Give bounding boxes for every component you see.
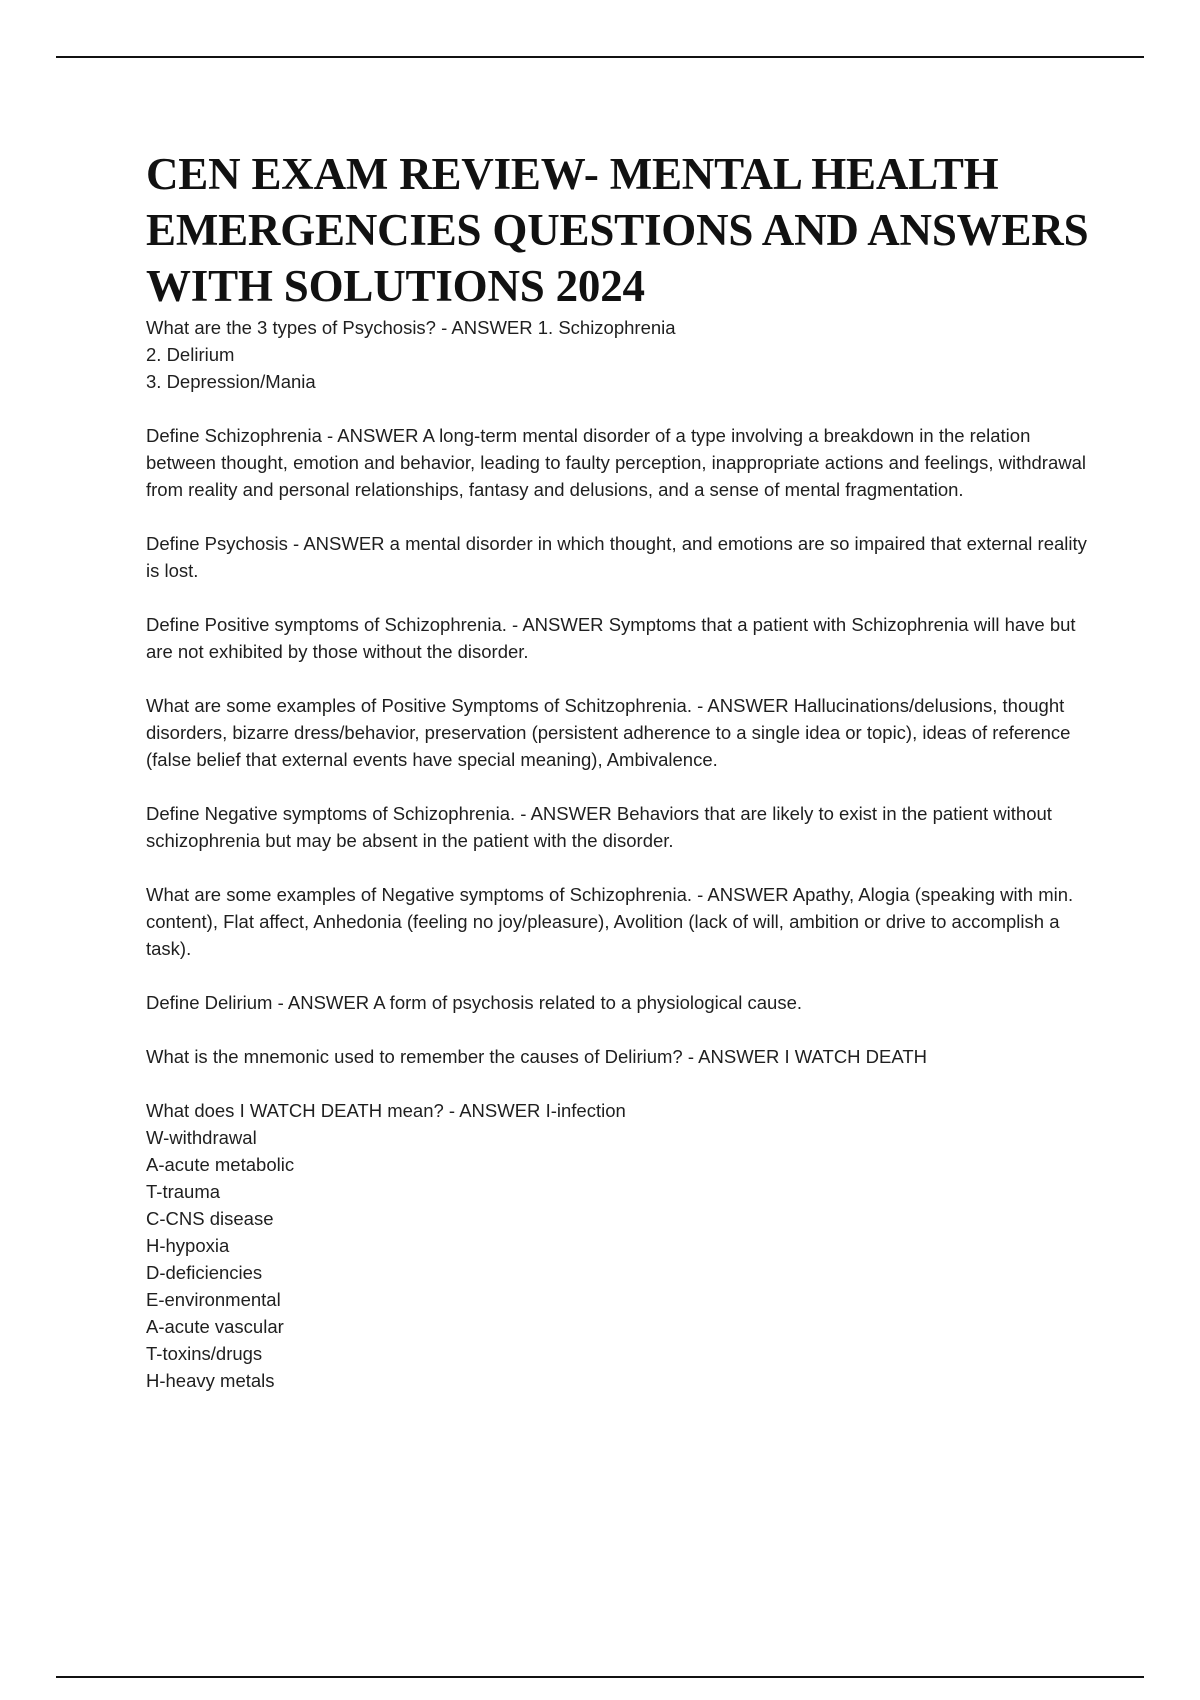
qa-answer-line: H-heavy metals: [146, 1370, 275, 1391]
qa-answer: A long-term mental disorder of a type involving a breakdown in the relation between thought, emotion and behavior, leading to faulty perception, inappropriate actions and feelings, withdrawal from reality and personal relationships, fantasy and delusions, and a sense of mental fragmentation.: [146, 425, 1087, 500]
qa-entry: [146, 800, 1096, 854]
qa-question: What does I WATCH DEATH mean?: [146, 1100, 444, 1121]
qa-answer-line: A-acute vascular: [146, 1316, 284, 1337]
qa-question-line: [146, 530, 1096, 584]
qa-question-line: [146, 611, 1096, 665]
qa-entry: [146, 989, 1096, 1016]
qa-answer-line: A-acute metabolic: [146, 1154, 295, 1175]
qa-answer: Hallucinations/delusions, thought disorders, bizarre dress/behavior, preservation (persistent adherence to a single idea or topic), ideas of reference (false belief that external events have special meaning), Ambivalence.: [146, 695, 1071, 770]
qa-answer-separator: - ANSWER: [515, 803, 617, 824]
qa-question-line: [146, 314, 1096, 341]
qa-question: Define Positive symptoms of Schizophrenia.: [146, 614, 507, 635]
qa-answer-line: T-trauma: [146, 1181, 221, 1202]
qa-answer-line: 3. Depression/Mania: [146, 371, 316, 392]
qa-answer-line: T-toxins/drugs: [146, 1343, 263, 1364]
document-title: CEN EXAM REVIEW- MENTAL HEALTH EMERGENCIES QUESTIONS AND ANSWERS WITH SOLUTIONS 2024: [146, 149, 1089, 311]
qa-answer-line: E-environmental: [146, 1289, 281, 1310]
qa-answer-separator: - ANSWER: [682, 1046, 785, 1067]
qa-answer-separator: - ANSWER: [287, 533, 390, 554]
qa-question-line: [146, 422, 1096, 503]
qa-entry: [146, 1043, 1096, 1070]
qa-answer-line: H-hypoxia: [146, 1235, 230, 1256]
qa-question: What are some examples of Positive Symptoms of Schitzophrenia.: [146, 695, 692, 716]
qa-question: What are some examples of Negative symptoms of Schizophrenia.: [146, 884, 692, 905]
qa-answer-line: W-withdrawal: [146, 1127, 257, 1148]
qa-answer-separator: - ANSWER: [435, 317, 538, 338]
qa-entry: [146, 1097, 1096, 1394]
qa-answer-line: D-deficiencies: [146, 1262, 263, 1283]
qa-question: What is the mnemonic used to remember the causes of Delirium?: [146, 1046, 683, 1067]
qa-question: What are the 3 types of Psychosis?: [146, 317, 436, 338]
qa-question-line: [146, 692, 1096, 773]
qa-entry: [146, 422, 1096, 503]
qa-answer-separator: - ANSWER: [506, 614, 609, 635]
qa-list: [146, 314, 1096, 1394]
qa-answer: Apathy, Alogia (speaking with min. content), Flat affect, Anhedonia (feeling no joy/pleasure), Avolition (lack of will, ambition or drive to accomplish a task).: [146, 884, 1074, 959]
qa-answer: I WATCH DEATH: [784, 1046, 928, 1067]
qa-answer: a mental disorder in which thought, and emotions are so impaired that external reality is lost.: [146, 533, 1087, 581]
qa-answer-separator: - ANSWER: [272, 992, 374, 1013]
qa-answer-separator: - ANSWER: [692, 695, 794, 716]
qa-answer-separator: - ANSWER: [443, 1100, 546, 1121]
qa-question: Define Schizophrenia: [146, 425, 322, 446]
qa-question: Define Delirium: [146, 992, 273, 1013]
qa-answer-separator: - ANSWER: [321, 425, 423, 446]
qa-question-line: [146, 989, 1096, 1016]
qa-question-line: [146, 881, 1096, 962]
qa-entry: [146, 530, 1096, 584]
qa-question-line: [146, 1097, 1096, 1124]
header-rule: [56, 56, 1144, 58]
qa-entry: [146, 611, 1096, 665]
qa-answer-separator: - ANSWER: [692, 884, 793, 905]
qa-answer-line: C-CNS disease: [146, 1208, 274, 1229]
qa-answer: 1. Schizophrenia: [537, 317, 676, 338]
qa-question: Define Psychosis: [146, 533, 288, 554]
qa-question-line: [146, 1043, 1096, 1070]
qa-answer: Symptoms that a patient with Schizophrenia will have but are not exhibited by those without the disorder.: [146, 614, 1076, 662]
qa-entry: [146, 692, 1096, 773]
qa-question: Define Negative symptoms of Schizophrenia.: [146, 803, 516, 824]
qa-entry: [146, 314, 1096, 395]
qa-entry: [146, 881, 1096, 962]
qa-question-line: [146, 800, 1096, 854]
document-body: [146, 146, 1096, 1421]
qa-answer: I-infection: [545, 1100, 626, 1121]
qa-answer-line: 2. Delirium: [146, 344, 235, 365]
qa-answer: A form of psychosis related to a physiological cause.: [373, 992, 803, 1013]
footer-rule: [56, 1676, 1144, 1678]
qa-answer: Behaviors that are likely to exist in the patient without schizophrenia but may be absent in the patient with the disorder.: [146, 803, 1052, 851]
